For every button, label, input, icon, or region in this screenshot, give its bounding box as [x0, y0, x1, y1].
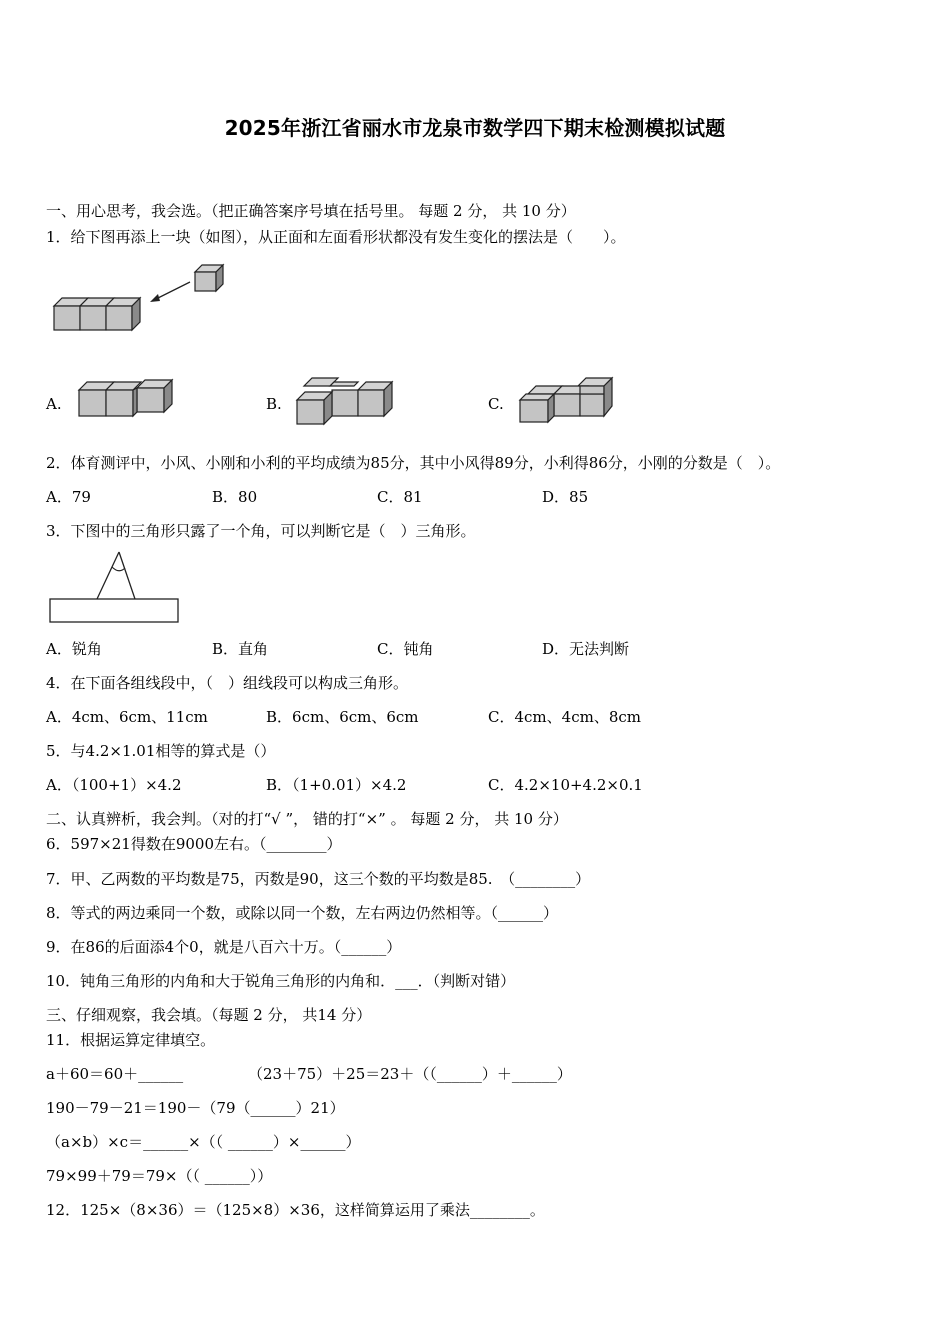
question-1-option-a-label[interactable]: A. [46, 395, 62, 413]
three-cube-row [54, 298, 140, 330]
question-11-row-2: 190－79－21＝190－（79（______）21） [46, 1099, 345, 1117]
question-5-option-a[interactable]: A．（100+1）×4.2 [46, 776, 182, 794]
question-4-option-a[interactable]: A．4cm、6cm、11cm [46, 708, 208, 726]
question-12-text: 12．125×（8×36）＝（125×8）×36，这样简算运用了乘法________。 [46, 1201, 545, 1219]
question-3-option-d[interactable]: D．无法判断 [542, 640, 630, 658]
question-10-text: 10．钝角三角形的内角和大于锐角三角形的内角和．___．（判断对错） [46, 972, 516, 990]
question-11-text: 11．根据运算定律填空。 [46, 1031, 216, 1049]
question-9-text: 9．在86的后面添4个0，就是八百六十万。（______） [46, 938, 402, 956]
question-5-option-b[interactable]: B．（1+0.01）×4.2 [266, 776, 407, 794]
question-11-row-3: （a×b）×c＝______×（（ ______）×______） [46, 1133, 361, 1151]
page-title: 2025年浙江省丽水市龙泉市数学四下期末检测模拟试题 [224, 116, 726, 140]
question-3-option-b[interactable]: B．直角 [212, 640, 269, 658]
question-2-option-b[interactable]: B．80 [212, 488, 258, 506]
question-1-option-c-figure[interactable] [516, 376, 626, 426]
question-8-text: 8．等式的两边乘同一个数，或除以同一个数，左右两边仍然相等。（______） [46, 904, 559, 922]
question-3-option-a[interactable]: A．锐角 [46, 640, 102, 658]
question-11-row-1a: a＋60＝60＋______ [46, 1065, 184, 1083]
question-7-text: 7．甲、乙两数的平均数是75，丙数是90，这三个数的平均数是85. （________） [46, 870, 591, 888]
question-6-text: 6．597×21得数在9000左右。（________） [46, 835, 342, 853]
question-1-option-c-label[interactable]: C. [488, 395, 504, 413]
question-4-option-b[interactable]: B．6cm、6cm、6cm [266, 708, 419, 726]
question-1-figure [50, 262, 240, 336]
question-1-text: 1．给下图再添上一块（如图），从正面和左面看形状都没有发生变化的摆法是（ ）。 [46, 228, 626, 246]
single-cube [195, 265, 223, 291]
question-2-option-a[interactable]: A．79 [46, 488, 91, 506]
question-1-option-a-figure[interactable] [76, 376, 180, 422]
question-2-text: 2．体育测评中，小风、小刚和小利的平均成绩为85分，其中小风得89分，小利得86分，小刚的分数是（ ）。 [46, 454, 781, 472]
question-1-option-b-figure[interactable] [292, 372, 404, 428]
question-1-option-b-label[interactable]: B. [266, 395, 282, 413]
question-3-text: 3．下图中的三角形只露了一个角，可以判断它是（ ）三角形。 [46, 522, 476, 540]
arrow-icon [150, 282, 190, 302]
section-1-heading: 一、用心思考，我会选。（把正确答案序号填在括号里。 每题 2 分， 共 10 分） [46, 202, 576, 220]
question-4-option-c[interactable]: C．4cm、4cm、8cm [488, 708, 641, 726]
question-2-option-c[interactable]: C．81 [377, 488, 423, 506]
question-11-row-4: 79×99＋79＝79×（（ ______）） [46, 1167, 273, 1185]
section-3-heading: 三、仔细观察，我会填。（每题 2 分， 共14 分） [46, 1006, 372, 1024]
question-2-option-d[interactable]: D．85 [542, 488, 589, 506]
section-2-heading: 二、认真辨析，我会判。（对的打“√ ”， 错的打“×” 。 每题 2 分， 共 10 分） [46, 810, 568, 828]
question-11-row-1b: （23＋75）＋25＝23＋（（______）＋______） [248, 1065, 572, 1083]
question-3-figure [48, 550, 182, 626]
question-4-text: 4．在下面各组线段中，（ ）组线段可以构成三角形。 [46, 674, 409, 692]
question-5-option-c[interactable]: C．4.2×10+4.2×0.1 [488, 776, 643, 794]
question-5-text: 5．与4.2×1.01相等的算式是（） [46, 742, 276, 760]
question-3-option-c[interactable]: C．钝角 [377, 640, 434, 658]
